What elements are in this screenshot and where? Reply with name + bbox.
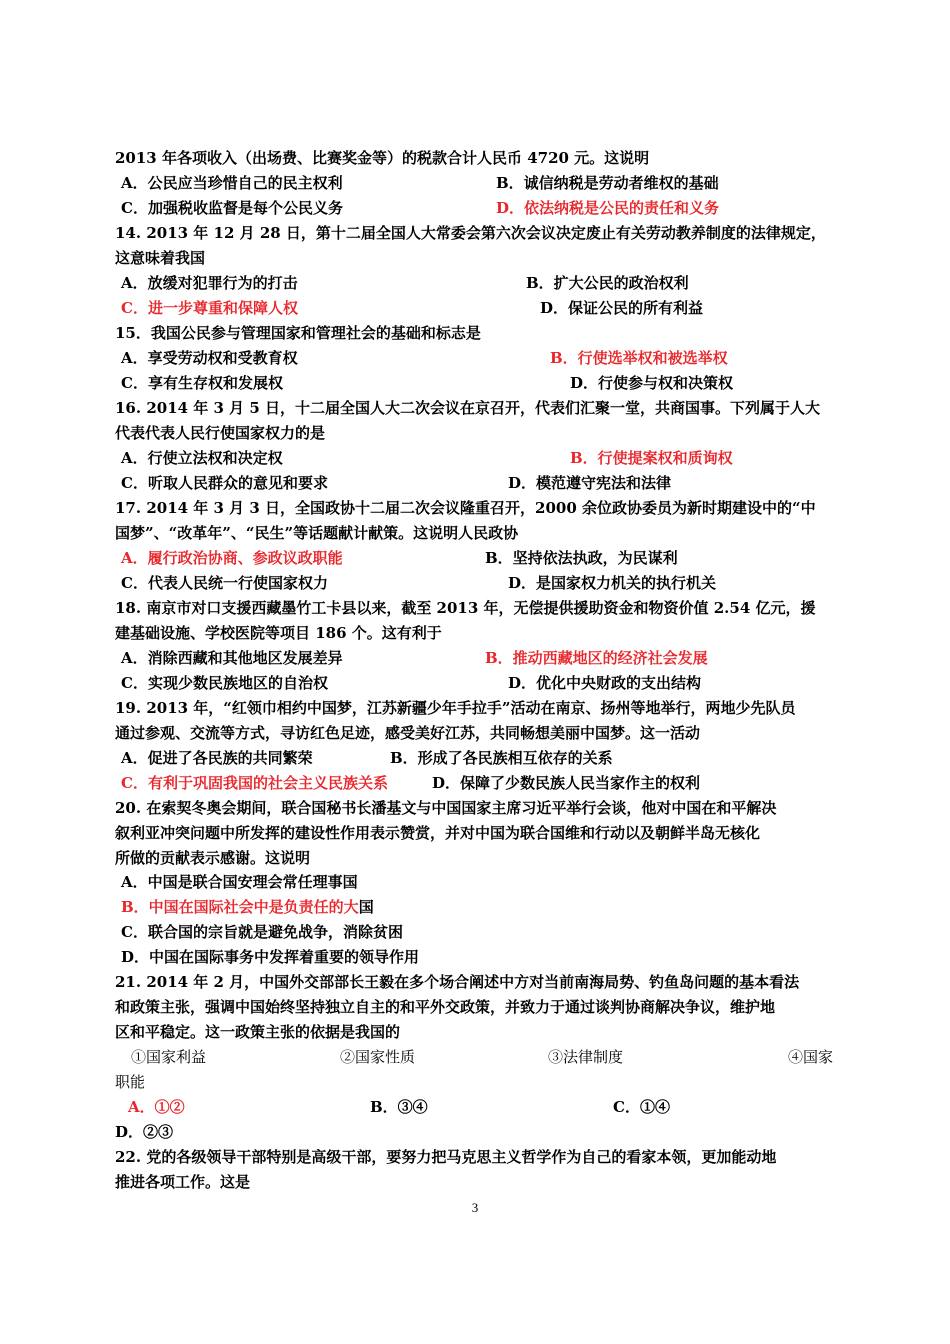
q16-option-a: A．行使立法权和决定权 xyxy=(121,449,283,467)
q16-option-b-answer: B．行使提案权和质询权 xyxy=(570,449,733,467)
q15-option-a: A．享受劳动权和受教育权 xyxy=(121,349,298,367)
q13-option-d-answer: D．依法纳税是公民的责任和义务 xyxy=(496,199,720,217)
q14-option-a: A．放缓对犯罪行为的打击 xyxy=(121,274,298,292)
question-21-line-3: 区和平稳定。这一政策主张的依据是我国的 xyxy=(115,1023,401,1041)
question-20-line-2: 叙利亚冲突问题中所发挥的建设性作用表示赞赏，并对中国为联合国维和行动以及朝鲜半岛无核化 xyxy=(115,824,761,842)
q16-option-d: D．模范遵守宪法和法律 xyxy=(508,474,672,492)
q18-option-b-answer: B．推动西藏地区的经济社会发展 xyxy=(485,649,708,667)
question-19-line-2: 通过参观、交流等方式，寻访红色足迹，感受美好江苏，共同畅想美丽中国梦。这一活动 xyxy=(115,724,701,742)
q19-option-c-answer: C．有利于巩固我国的社会主义民族关系 xyxy=(121,774,388,792)
question-17-line-1: 17. 2014 年 3 月 3 日，全国政协十二届二次会议隆重召开，2000 余位政协委员为新时期建设中的“中 xyxy=(115,499,816,517)
q20-option-d: D．中国在国际事务中发挥着重要的领导作用 xyxy=(121,948,420,966)
q15-option-d: D．行使参与权和决策权 xyxy=(570,374,734,392)
question-22-line-2: 推进各项工作。这是 xyxy=(115,1173,251,1191)
q15-option-c: C．享有生存权和发展权 xyxy=(121,374,283,392)
question-19-line-1: 19. 2013 年，“红领巾相约中国梦，江苏新疆少年手拉手”活动在南京、扬州等地举行，两地少先队员 xyxy=(115,699,796,717)
question-18-line-1: 18. 南京市对口支援西藏墨竹工卡县以来，截至 2013 年，无偿提供援助资金和物资价值 2.54 亿元，援 xyxy=(115,599,816,617)
q18-option-c: C．实现少数民族地区的自治权 xyxy=(121,674,328,692)
q20-option-a: A．中国是联合国安理会常任理事国 xyxy=(121,873,358,891)
q20-option-b-red-text: B．中国在国际社会中是负责任的大 xyxy=(121,898,359,916)
question-16-line-1: 16. 2014 年 3 月 5 日，十二届全国人大二次会议在京召开，代表们汇聚一堂，共商国事。下列属于人大 xyxy=(115,399,821,417)
q21-item-3: ③法律制度 xyxy=(548,1048,624,1066)
q15-option-b-answer: B．行使选举权和被选举权 xyxy=(550,349,728,367)
question-15-line-1: 15．我国公民参与管理国家和管理社会的基础和标志是 xyxy=(115,324,481,342)
q19-option-b: B．形成了各民族相互依存的关系 xyxy=(390,749,613,767)
q21-option-a-answer: A．①② xyxy=(128,1098,185,1116)
q16-option-c: C．听取人民群众的意见和要求 xyxy=(121,474,328,492)
page-number: 3 xyxy=(471,1200,479,1215)
q17-option-b: B．坚持依法执政，为民谋利 xyxy=(485,549,678,567)
q21-item-4: ④国家 xyxy=(788,1048,834,1066)
q17-option-a-answer: A．履行政治协商、参政议政职能 xyxy=(121,549,343,567)
question-21-line-1: 21. 2014 年 2 月，中国外交部部长王毅在多个场合阐述中方对当前南海局势、钓鱼岛问题的基本看法 xyxy=(115,973,800,991)
q19-option-d: D．保障了少数民族人民当家作主的权利 xyxy=(432,774,701,792)
q17-option-d: D．是国家权力机关的执行机关 xyxy=(508,574,717,592)
question-20-line-3: 所做的贡献表示感谢。这说明 xyxy=(115,849,311,867)
question-13-stem-tail: 2013 年各项收入（出场费、比赛奖金等）的税款合计人民币 4720 元。这说明 xyxy=(115,149,650,167)
q14-option-b: B．扩大公民的政治权利 xyxy=(526,274,689,292)
q21-item-2: ②国家性质 xyxy=(340,1048,416,1066)
question-22-line-1: 22. 党的各级领导干部特别是高级干部，要努力把马克思主义哲学作为自己的看家本领，更加能动地 xyxy=(115,1148,777,1166)
q21-option-d: D．②③ xyxy=(115,1123,174,1141)
q14-option-d: D．保证公民的所有利益 xyxy=(540,299,704,317)
q20-option-b-answer xyxy=(121,897,374,917)
q13-option-c: C．加强税收监督是每个公民义务 xyxy=(121,199,343,217)
q18-option-a: A．消除西藏和其他地区发展差异 xyxy=(121,649,343,667)
q19-option-a: A．促进了各民族的共同繁荣 xyxy=(121,749,313,767)
q13-option-a: A．公民应当珍惜自己的民主权利 xyxy=(121,174,343,192)
q20-option-c: C．联合国的宗旨就是避免战争，消除贫困 xyxy=(121,923,403,941)
q21-option-c: C．①④ xyxy=(613,1098,670,1116)
question-14-line-2: 这意味着我国 xyxy=(115,249,206,267)
question-17-line-2: 国梦”、“改革年”、“民生”等话题献计献策。这说明人民政协 xyxy=(115,524,519,542)
q20-option-b-tail: 国 xyxy=(358,898,374,916)
q17-option-c: C．代表人民统一行使国家权力 xyxy=(121,574,328,592)
q21-option-b: B．③④ xyxy=(370,1098,428,1116)
q18-option-d: D．优化中央财政的支出结构 xyxy=(508,674,702,692)
q13-option-b: B．诚信纳税是劳动者维权的基础 xyxy=(496,174,719,192)
question-16-line-2: 代表代表人民行使国家权力的是 xyxy=(115,424,326,442)
q14-option-c-answer: C．进一步尊重和保障人权 xyxy=(121,299,298,317)
question-18-line-2: 建基础设施、学校医院等项目 186 个。这有利于 xyxy=(115,624,442,642)
question-14-line-1: 14. 2013 年 12 月 28 日，第十二届全国人大常委会第六次会议决定废止有关劳动教养制度的法律规定， xyxy=(115,224,826,242)
question-21-line-2: 和政策主张，强调中国始终坚持独立自主的和平外交政策，并致力于通过谈判协商解决争议，维护地 xyxy=(115,998,776,1016)
q21-item-1: ①国家利益 xyxy=(131,1048,207,1066)
q21-item-4-cont: 职能 xyxy=(115,1073,146,1091)
question-20-line-1: 20. 在索契冬奥会期间，联合国秘书长潘基文与中国国家主席习近平举行会谈，他对中国在和平解决 xyxy=(115,799,777,817)
